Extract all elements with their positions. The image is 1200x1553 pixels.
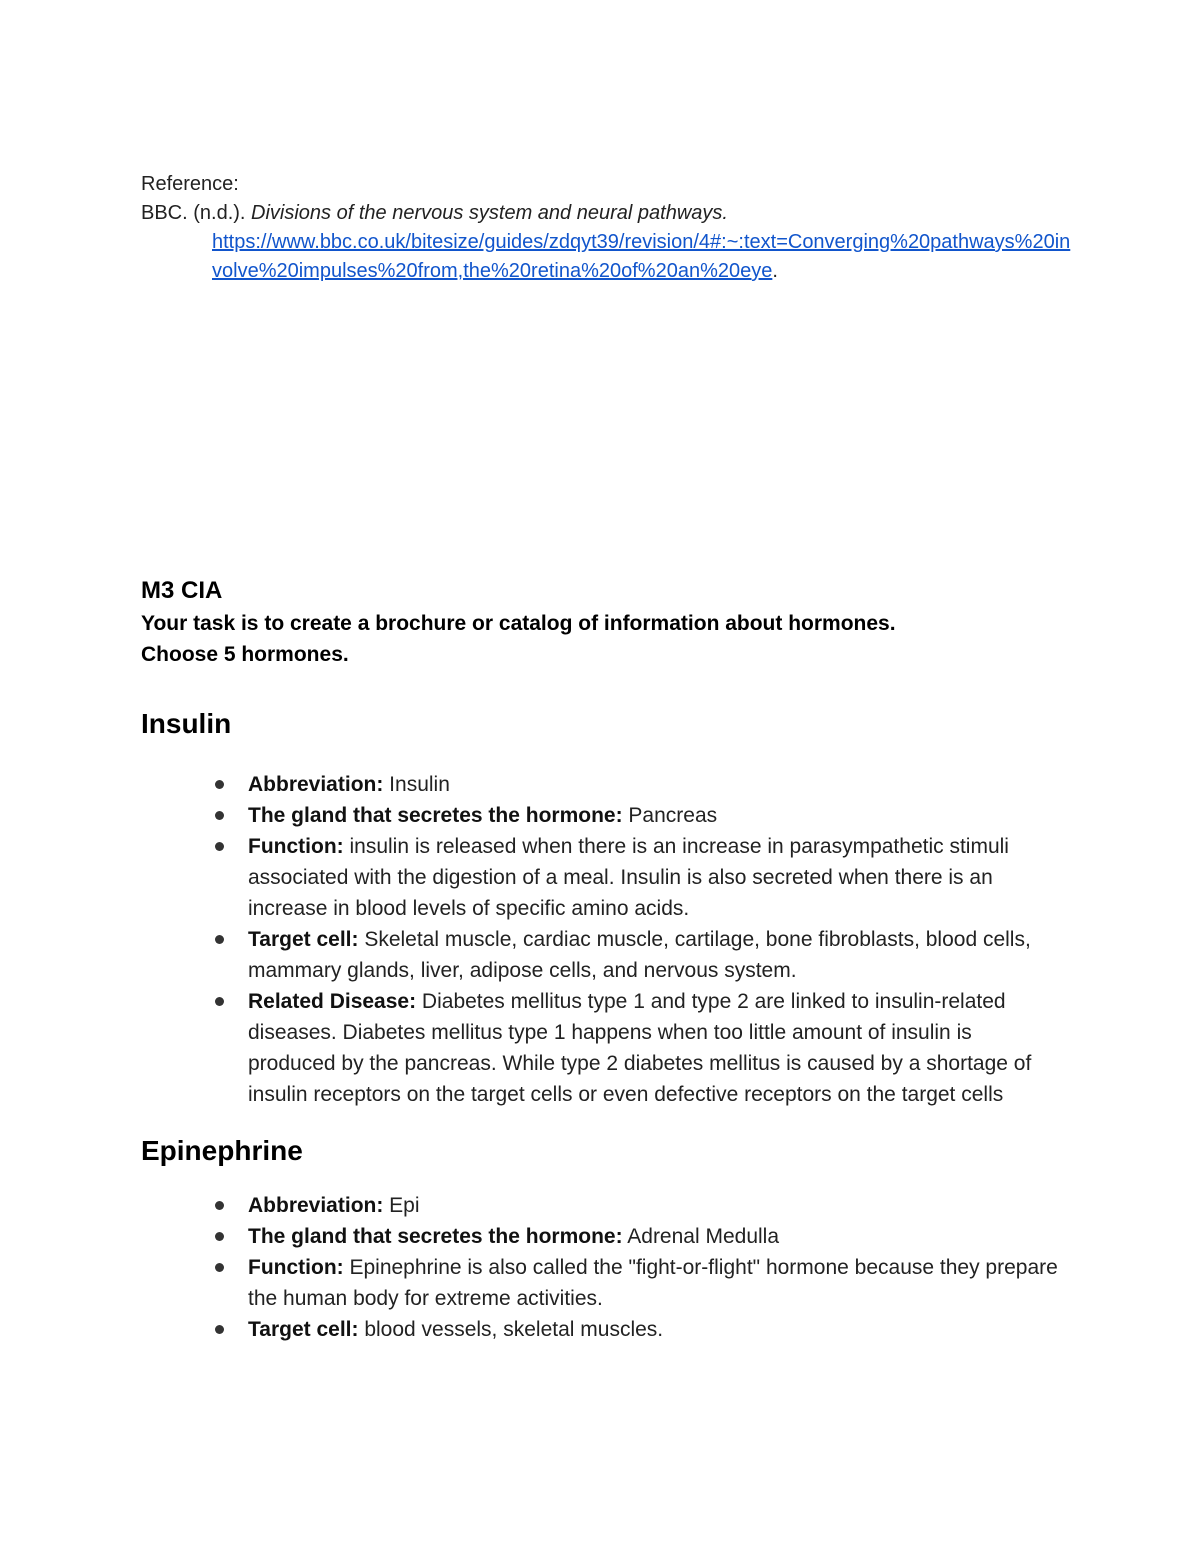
item-text: blood vessels, skeletal muscles.: [358, 1318, 664, 1341]
main-content: [141, 574, 1061, 1345]
list-item: [141, 1252, 1061, 1314]
hormone-section-epinephrine: [141, 1133, 1061, 1345]
hormone-title: Epinephrine: [141, 1135, 303, 1166]
item-label: The gland that secretes the hormone:: [248, 804, 623, 827]
bullet-icon: [215, 1201, 224, 1210]
hormone-section-insulin: [141, 706, 1061, 1110]
list-item: [141, 831, 1061, 924]
bullet-icon: [215, 1325, 224, 1334]
item-text: Skeletal muscle, cardiac muscle, cartilage, bone fibroblasts, blood cells, mammary glands, liver, adipose cells, and nervous system.: [248, 928, 1031, 982]
item-label: Related Disease:: [248, 990, 417, 1013]
bullet-icon: [215, 997, 224, 1006]
bullet-icon: [215, 780, 224, 789]
reference-heading: Reference:: [141, 173, 239, 195]
hormone-detail-list: [141, 769, 1061, 1110]
item-label: Target cell:: [248, 928, 359, 951]
item-text: Adrenal Medulla: [622, 1225, 780, 1248]
item-label: Abbreviation:: [248, 1194, 384, 1217]
reference-url-link[interactable]: https://www.bbc.co.uk/bitesize/guides/zdqyt39/revision/4#:~:text=Converging%20pathways%20involve%20impulses%20from,the%20retina%20of%20an%20eye: [212, 231, 1071, 282]
list-item: [141, 769, 1061, 800]
list-item: [141, 1314, 1061, 1345]
item-label: Function:: [248, 835, 344, 858]
item-text: Insulin: [383, 773, 450, 796]
reference-citation: [141, 199, 1081, 228]
reference-title: Divisions of the nervous system and neural pathways.: [251, 202, 728, 224]
list-item: [141, 1221, 1061, 1252]
item-text: insulin is released when there is an increase in parasympathetic stimuli associated with the digestion of a meal. Insulin is also secreted when there is an increase in blood levels of specific amino acids.: [248, 835, 1009, 920]
hormone-detail-list: [141, 1190, 1061, 1345]
bullet-icon: [215, 811, 224, 820]
item-label: The gland that secretes the hormone:: [248, 1225, 623, 1248]
item-label: Target cell:: [248, 1318, 359, 1341]
list-item: [141, 1190, 1061, 1221]
item-label: Function:: [248, 1256, 344, 1279]
bullet-icon: [215, 842, 224, 851]
reference-url-line: [212, 228, 1072, 286]
task-instruction: Your task is to create a brochure or catalog of information about hormones.: [141, 612, 896, 635]
item-text: Epi: [383, 1194, 420, 1217]
item-text: Diabetes mellitus type 1 and type 2 are linked to insulin-related diseases. Diabetes mellitus type 1 happens when too little amount of insulin is produced by the pancreas. While type 2 diabetes mellitus is caused by a shortage of insulin receptors on the target cells or even defective receptors on the target cells: [248, 990, 1032, 1106]
list-item: [141, 986, 1061, 1110]
item-label: Abbreviation:: [248, 773, 384, 796]
list-item: [141, 924, 1061, 986]
reference-url-trailing: .: [772, 260, 778, 282]
bullet-icon: [215, 1263, 224, 1272]
item-text: Epinephrine is also called the "fight-or-flight" hormone because they prepare the human body for extreme activities.: [248, 1256, 1058, 1310]
task-hormone-count: Choose 5 hormones.: [141, 643, 349, 666]
reference-block: [141, 170, 1081, 286]
document-title: M3 CIA: [141, 577, 223, 604]
hormone-title: Insulin: [141, 708, 232, 739]
bullet-icon: [215, 935, 224, 944]
reference-author: BBC. (n.d.).: [141, 202, 252, 224]
bullet-icon: [215, 1232, 224, 1241]
list-item: [141, 800, 1061, 831]
item-text: Pancreas: [622, 804, 718, 827]
